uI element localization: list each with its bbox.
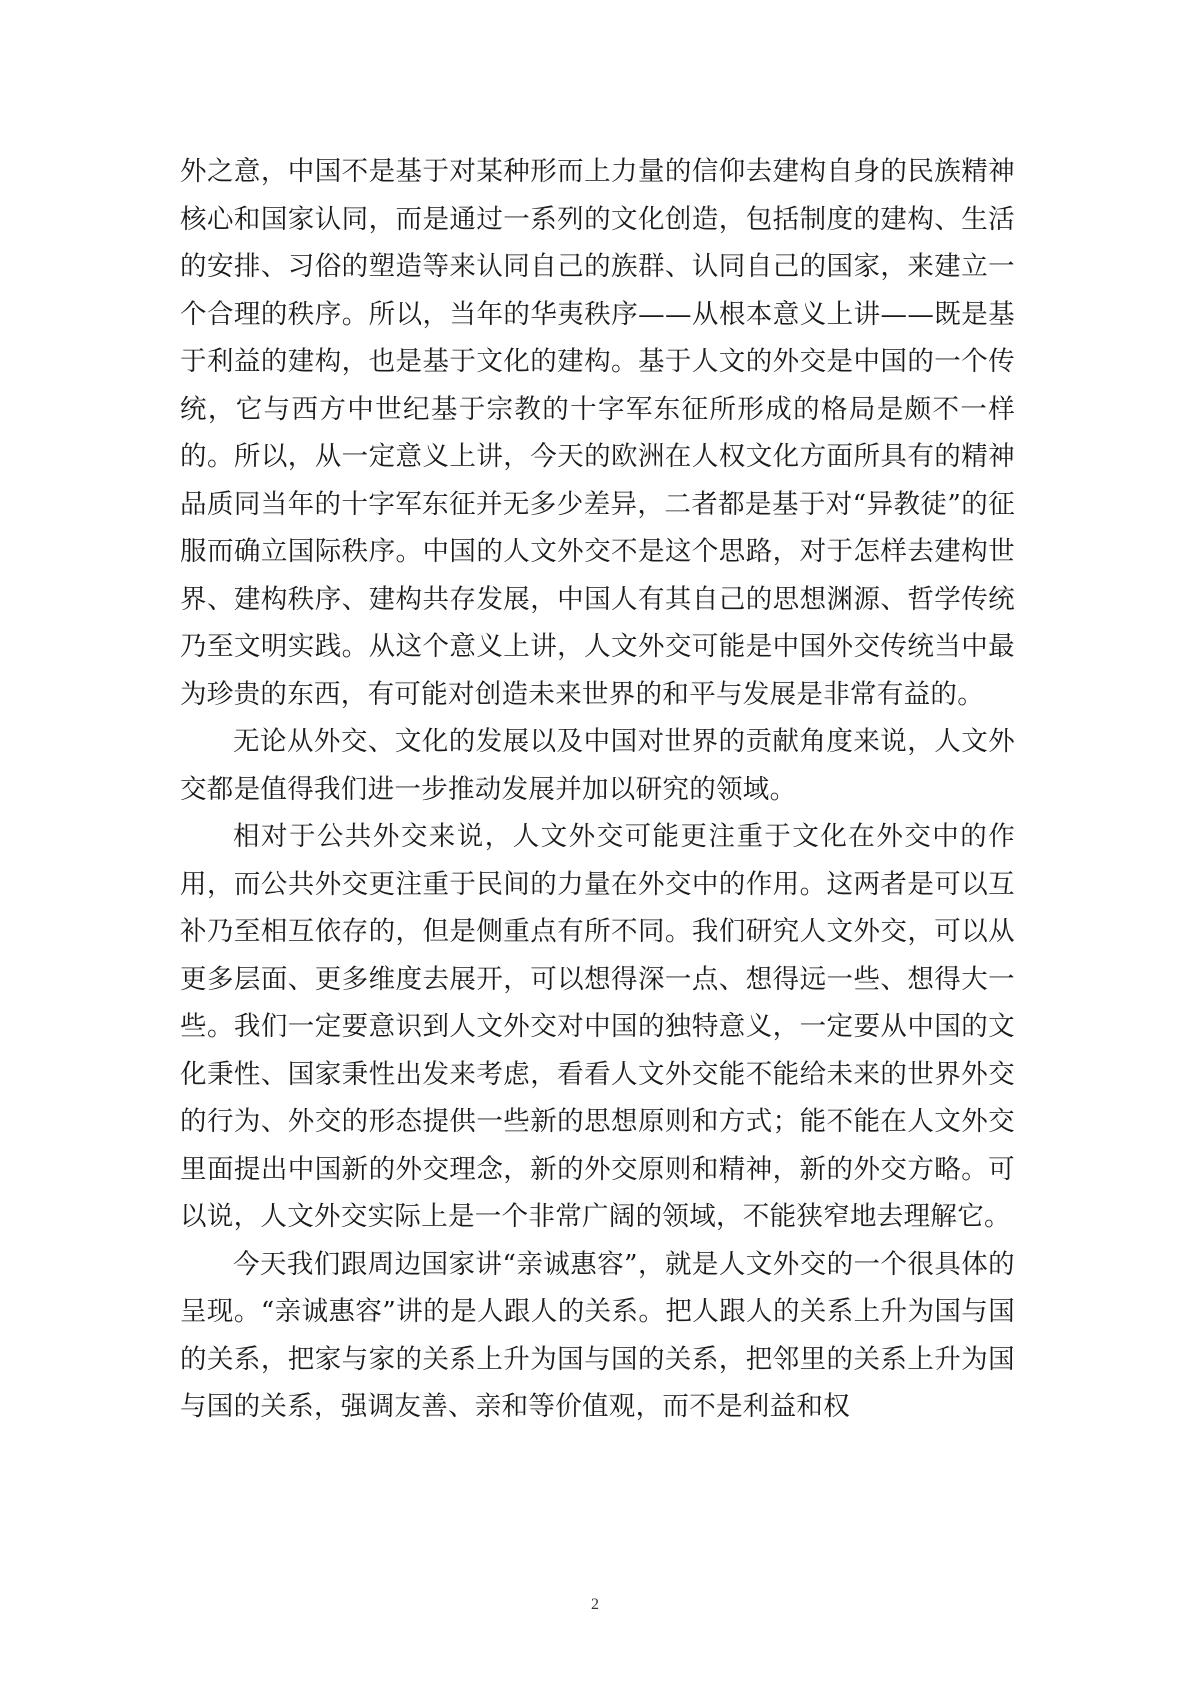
- body-text: [180, 148, 1015, 1431]
- page-number: 2: [591, 1596, 599, 1613]
- paragraph: 相对于公共外交来说，人文外交可能更注重于文化在外交中的作用，而公共外交更注重于民间的力量在外交中的作用。这两者是可以互补乃至相互依存的，但是侧重点有所不同。我们研究人文外交，可以从更多层面、更多维度去展开，可以想得深一点、想得远一些、想得大一些。我们一定要意识到人文外交对中国的独特意义，一定要从中国的文化秉性、国家秉性出发来考虑，看看人文外交能不能给未来的世界外交的行为、外交的形态提供一些新的思想原则和方式；能不能在人文外交里面提出中国新的外交理念，新的外交原则和精神，新的外交方略。可以说，人文外交实际上是一个非常广阔的领域，不能狭窄地去理解它。: [180, 821, 1015, 1232]
- paragraph: 今天我们跟周边国家讲“亲诚惠容”，就是人文外交的一个很具体的呈现。“亲诚惠容”讲的是人跟人的关系。把人跟人的关系上升为国与国的关系，把家与家的关系上升为国与国的关系，把邻里的关系上升为国与国的关系，强调友善、亲和等价值观，而不是利益和权: [180, 1248, 1015, 1422]
- paragraph-continued: 外之意，中国不是基于对某种形而上力量的信仰去建构自身的民族精神核心和国家认同，而是通过一系列的文化创造，包括制度的建构、生活的安排、习俗的塑造等来认同自己的族群、认同自己的国家，来建立一个合理的秩序。所以，当年的华夷秩序——从根本意义上讲——既是基于利益的建构，也是基于文化的建构。基于人文的外交是中国的一个传统，它与西方中世纪基于宗教的十字军东征所形成的格局是颇不一样的。所以，从一定意义上讲，今天的欧洲在人权文化方面所具有的精神品质同当年的十字军东征并无多少差异，二者都是基于对“异教徒”的征服而确立国际秩序。中国的人文外交不是这个思路，对于怎样去建构世界、建构秩序、建构共存发展，中国人有其自己的思想渊源、哲学传统乃至文明实践。从这个意义上讲，人文外交可能是中国外交传统当中最为珍贵的东西，有可能对创造未来世界的和平与发展是非常有益的。: [180, 156, 1015, 710]
- paragraph: 无论从外交、文化的发展以及中国对世界的贡献角度来说，人文外交都是值得我们进一步推动发展并加以研究的领域。: [180, 726, 1015, 805]
